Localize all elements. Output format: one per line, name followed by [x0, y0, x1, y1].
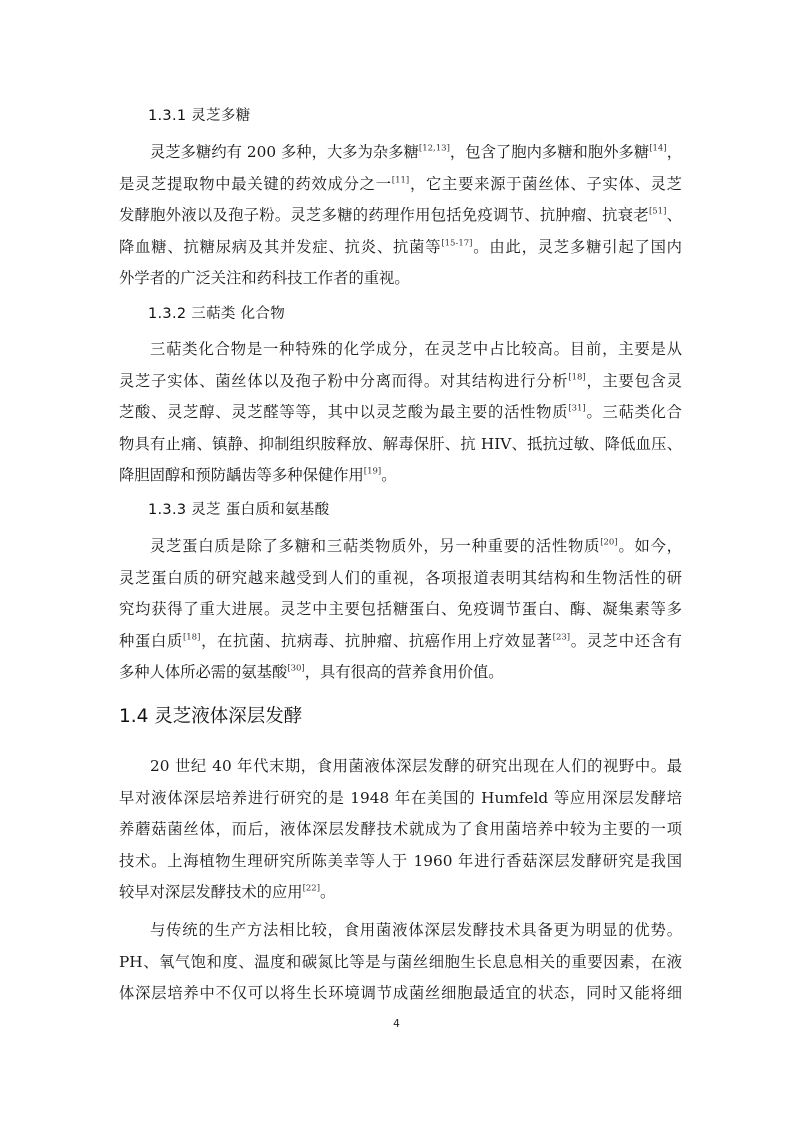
heading-1-3-2: 1.3.2 三萜类 化合物: [148, 306, 286, 322]
text-segment: ，: [666, 143, 682, 161]
text-line: [119, 334, 682, 366]
text-line: [119, 366, 682, 398]
text-segment: 物具有止痛、镇静、抑制组织胺释放、解毒保肝、抗 HIV、抵抗过敏、降低血压、: [119, 434, 682, 453]
text-segment: 降胆固醇和预防龋齿等多种保健作用: [119, 466, 364, 484]
text-segment: 体深层培养中不仅可以将生长环境调节成菌丝细胞最适宜的状态，同时又能将细: [119, 984, 682, 1002]
text-segment: 早对液体深层培养进行研究的是 1948 年在美国的 Humfeld 等应用深层发酵培: [119, 788, 682, 807]
text-line: [119, 783, 682, 815]
text-line: [119, 978, 682, 1010]
text-segment: 种蛋白质: [119, 631, 183, 650]
text-segment: 较早对深层发酵技术的应用: [119, 883, 303, 901]
text-line: [119, 137, 682, 169]
citation-ref: [12,13]: [418, 143, 450, 154]
text-line: [119, 397, 682, 429]
paragraph-liquid-fermentation-advantages: [119, 915, 682, 1010]
text-line: [119, 877, 682, 909]
citation-ref: [19]: [363, 466, 382, 477]
text-segment: 三萜类化合物是一种特殊的化学成分，在灵芝中占比较高。目前，主要是从: [150, 340, 682, 358]
text-segment: 究均获得了重大进展。灵芝中主要包括糖蛋白、免疫调节蛋白、酶、凝集素等多: [119, 600, 682, 618]
citation-ref: [18]: [182, 632, 201, 643]
heading-1-3-1: 1.3.1 灵芝多糖: [148, 108, 251, 124]
text-line: [119, 232, 682, 264]
text-segment: ，包含了胞内多糖和胞外多糖: [449, 143, 650, 161]
text-line: [119, 626, 682, 658]
paragraph-polysaccharides: [119, 137, 682, 295]
paragraph-proteins-amino-acids: [119, 531, 682, 689]
text-segment: 灵芝蛋白质的研究越来越受到人们的重视，各项报道表明其结构和生物活性的研: [119, 568, 682, 587]
text-segment: 多种人体所必需的氨基酸: [119, 663, 288, 681]
citation-ref: [11]: [391, 175, 410, 186]
citation-ref: [30]: [287, 663, 305, 674]
text-segment: 技术。上海植物生理研究所陈美幸等人于 1960 年进行香菇深层发酵研究是我国: [119, 851, 682, 870]
text-line: [119, 657, 682, 689]
text-line: [119, 594, 682, 626]
text-segment: 。灵芝中还含有: [570, 631, 682, 650]
text-segment: 。由此，灵芝多糖引起了国内: [472, 237, 682, 256]
text-line: [119, 947, 682, 979]
text-line: [119, 846, 682, 878]
text-line: [119, 531, 682, 563]
text-segment: 灵芝蛋白质是除了多糖和三萜类物质外，另一种重要的活性物质: [150, 537, 601, 555]
text-segment: 。: [381, 466, 397, 484]
text-segment: 芝酸、灵芝醇、灵芝醛等等，其中以灵芝酸为最主要的活性物质: [119, 403, 569, 421]
text-segment: ，主要包含灵: [585, 371, 682, 390]
heading-1-4: 1.4 灵芝液体深层发酵: [119, 706, 303, 727]
citation-ref: [51]: [648, 206, 667, 217]
heading-1-3-3: 1.3.3 灵芝 蛋白质和氨基酸: [148, 502, 330, 518]
citation-ref: [18]: [568, 372, 586, 383]
text-line: [119, 814, 682, 846]
text-line: [119, 429, 682, 461]
text-segment: 20 世纪 40 年代末期，食用菌液体深层发酵的研究出现在人们的视野中。最: [150, 757, 682, 775]
citation-ref: [22]: [302, 883, 321, 894]
text-segment: ，具有很高的营养食用价值。: [304, 663, 504, 681]
text-line: [119, 751, 682, 783]
text-segment: 、: [666, 206, 682, 224]
citation-ref: [15-17]: [441, 238, 473, 249]
text-segment: 。如今，: [617, 537, 682, 555]
page-number: 4: [393, 1018, 400, 1030]
text-segment: 降血糖、抗糖尿病及其并发症、抗炎、抗菌等: [119, 237, 442, 256]
text-segment: 。三萜类化合: [585, 403, 682, 421]
text-segment: 灵芝子实体、菌丝体以及孢子粉中分离而得。对其结构进行分析: [119, 371, 569, 390]
text-line: [119, 460, 682, 492]
text-line: [119, 169, 682, 201]
citation-ref: [14]: [649, 143, 667, 154]
citation-ref: [31]: [568, 403, 586, 414]
text-line: [119, 263, 682, 295]
text-segment: 。: [320, 883, 336, 901]
text-segment: 与传统的生产方法相比较，食用菌液体深层发酵技术具备更为明显的优势。: [150, 921, 682, 939]
text-line: [119, 563, 682, 595]
citation-ref: [23]: [552, 632, 571, 643]
text-line: [119, 200, 682, 232]
text-line: [119, 915, 682, 947]
text-segment: 是灵芝提取物中最关键的药效成分之一: [119, 174, 392, 193]
text-segment: PH、氧气饱和度、温度和碳氮比等是与菌丝细胞生长息息相关的重要因素，在液: [119, 952, 682, 971]
paragraph-triterpenoids: [119, 334, 682, 492]
text-segment: 养蘑菇菌丝体，而后，液体深层发酵技术就成为了食用菌培养中较为主要的一项: [119, 820, 682, 838]
citation-ref: [20]: [600, 537, 618, 548]
text-segment: 发酵胞外液以及孢子粉。灵芝多糖的药理作用包括免疫调节、抗肿瘤、抗衰老: [119, 206, 649, 224]
text-segment: ，它主要来源于菌丝体、子实体、灵芝: [409, 174, 682, 193]
paragraph-liquid-fermentation-history: [119, 751, 682, 909]
text-segment: ，在抗菌、抗病毒、抗肿瘤、抗癌作用上疗效显著: [200, 631, 553, 650]
text-segment: 灵芝多糖约有 200 多种，大多为杂多糖: [150, 143, 419, 161]
text-segment: 外学者的广泛关注和药科技工作者的重视。: [119, 269, 410, 287]
